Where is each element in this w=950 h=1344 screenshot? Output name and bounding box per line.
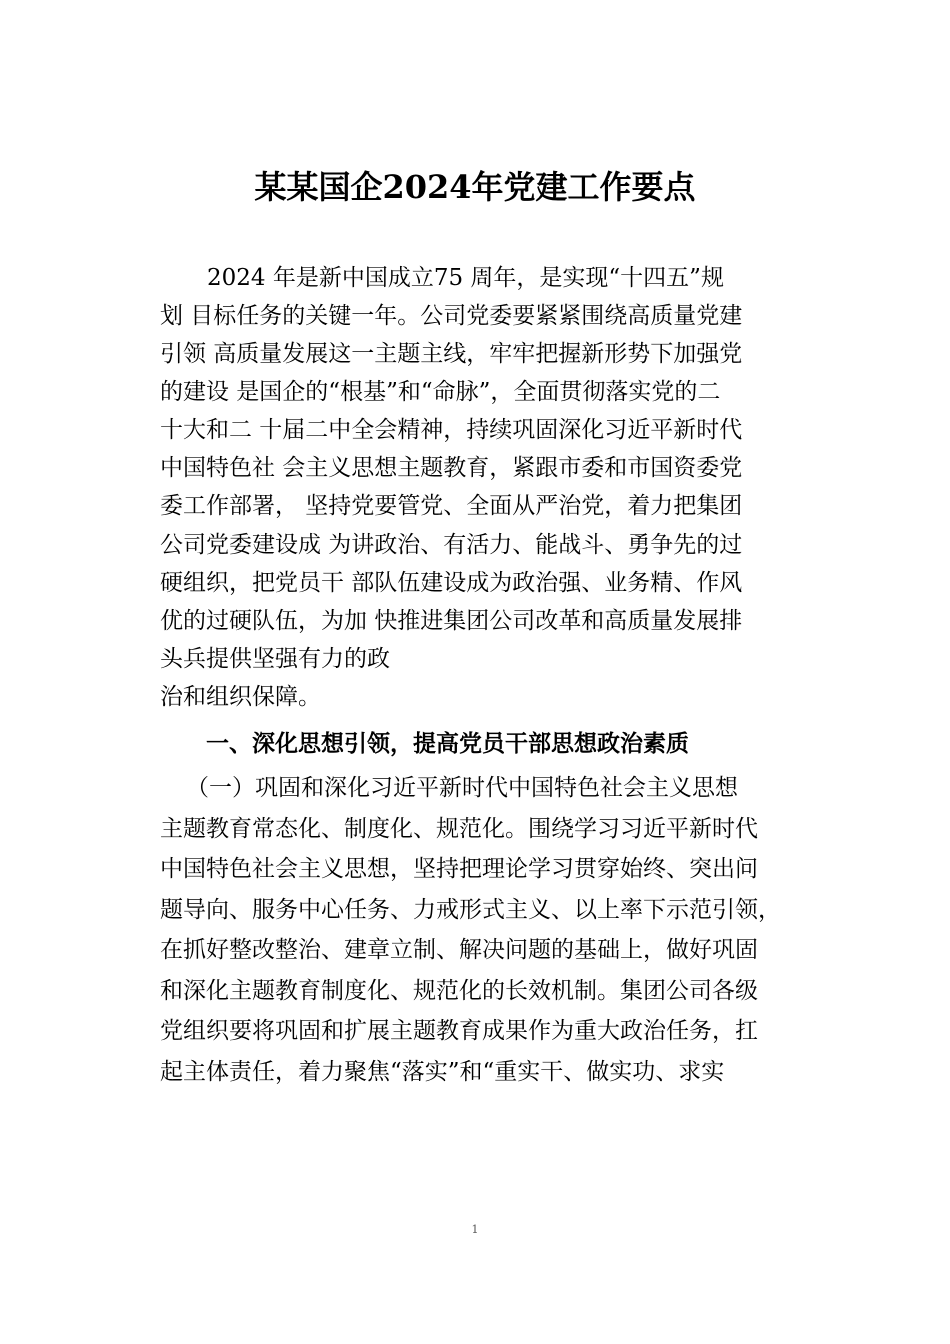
section-line: 题导向、服务中心任务、力戒形式主义、以上率下示范引领，	[160, 897, 781, 923]
page-number: 1	[471, 1223, 479, 1236]
intro-line: 治和组织保障。	[160, 684, 321, 710]
intro-line: 中国特色社 会主义思想主题教育，紧跟市委和市国资委党	[160, 455, 743, 481]
intro-line: 委工作部署， 坚持党要管党、全面从严治党，着力把集团	[160, 493, 743, 519]
intro-line: 优的过硬队伍，为加 快推进集团公司改革和高质量发展排	[160, 608, 743, 634]
intro-line: 划 目标任务的关键一年。公司党委要紧紧围绕高质量党建	[160, 303, 743, 329]
section-line: 中国特色社会主义思想，坚持把理论学习贯穿始终、突出问	[160, 856, 758, 882]
intro-line: 引领 高质量发展这一主题主线，牢牢把握新形势下加强党	[160, 341, 743, 367]
intro-line: 硬组织，把党员干 部队伍建设成为政治强、业务精、作风	[160, 570, 743, 596]
section-line: 和深化主题教育制度化、规范化的长效机制。集团公司各级	[160, 978, 758, 1004]
section-heading: 一、深化思想引领，提高党员干部思想政治素质	[206, 731, 689, 757]
section-line: （一）巩固和深化习近平新时代中国特色社会主义思想	[186, 775, 738, 801]
section-line: 主题教育常态化、制度化、规范化。围绕学习习近平新时代	[160, 816, 758, 842]
intro-line: 十大和二 十届二中全会精神，持续巩固深化习近平新时代	[160, 417, 743, 443]
section-line: 在抓好整改整治、建章立制、解决问题的基础上，做好巩固	[160, 937, 758, 963]
intro-line: 头兵提供坚强有力的政	[160, 646, 390, 672]
section-line: 起主体责任，着力聚焦“落实”和“重实干、做实功、求实	[160, 1059, 725, 1085]
intro-line: 公司党委建设成 为讲政治、有活力、能战斗、勇争先的过	[160, 532, 743, 558]
intro-line: 2024 年是新中国成立75 周年，是实现“十四五”规	[207, 265, 724, 291]
intro-line: 的建设 是国企的“根基”和“命脉”，全面贯彻落实党的二	[160, 379, 721, 405]
document-title: 某某国企2024年党建工作要点	[254, 168, 696, 206]
section-line: 党组织要将巩固和扩展主题教育成果作为重大政治任务，扛	[160, 1018, 758, 1044]
